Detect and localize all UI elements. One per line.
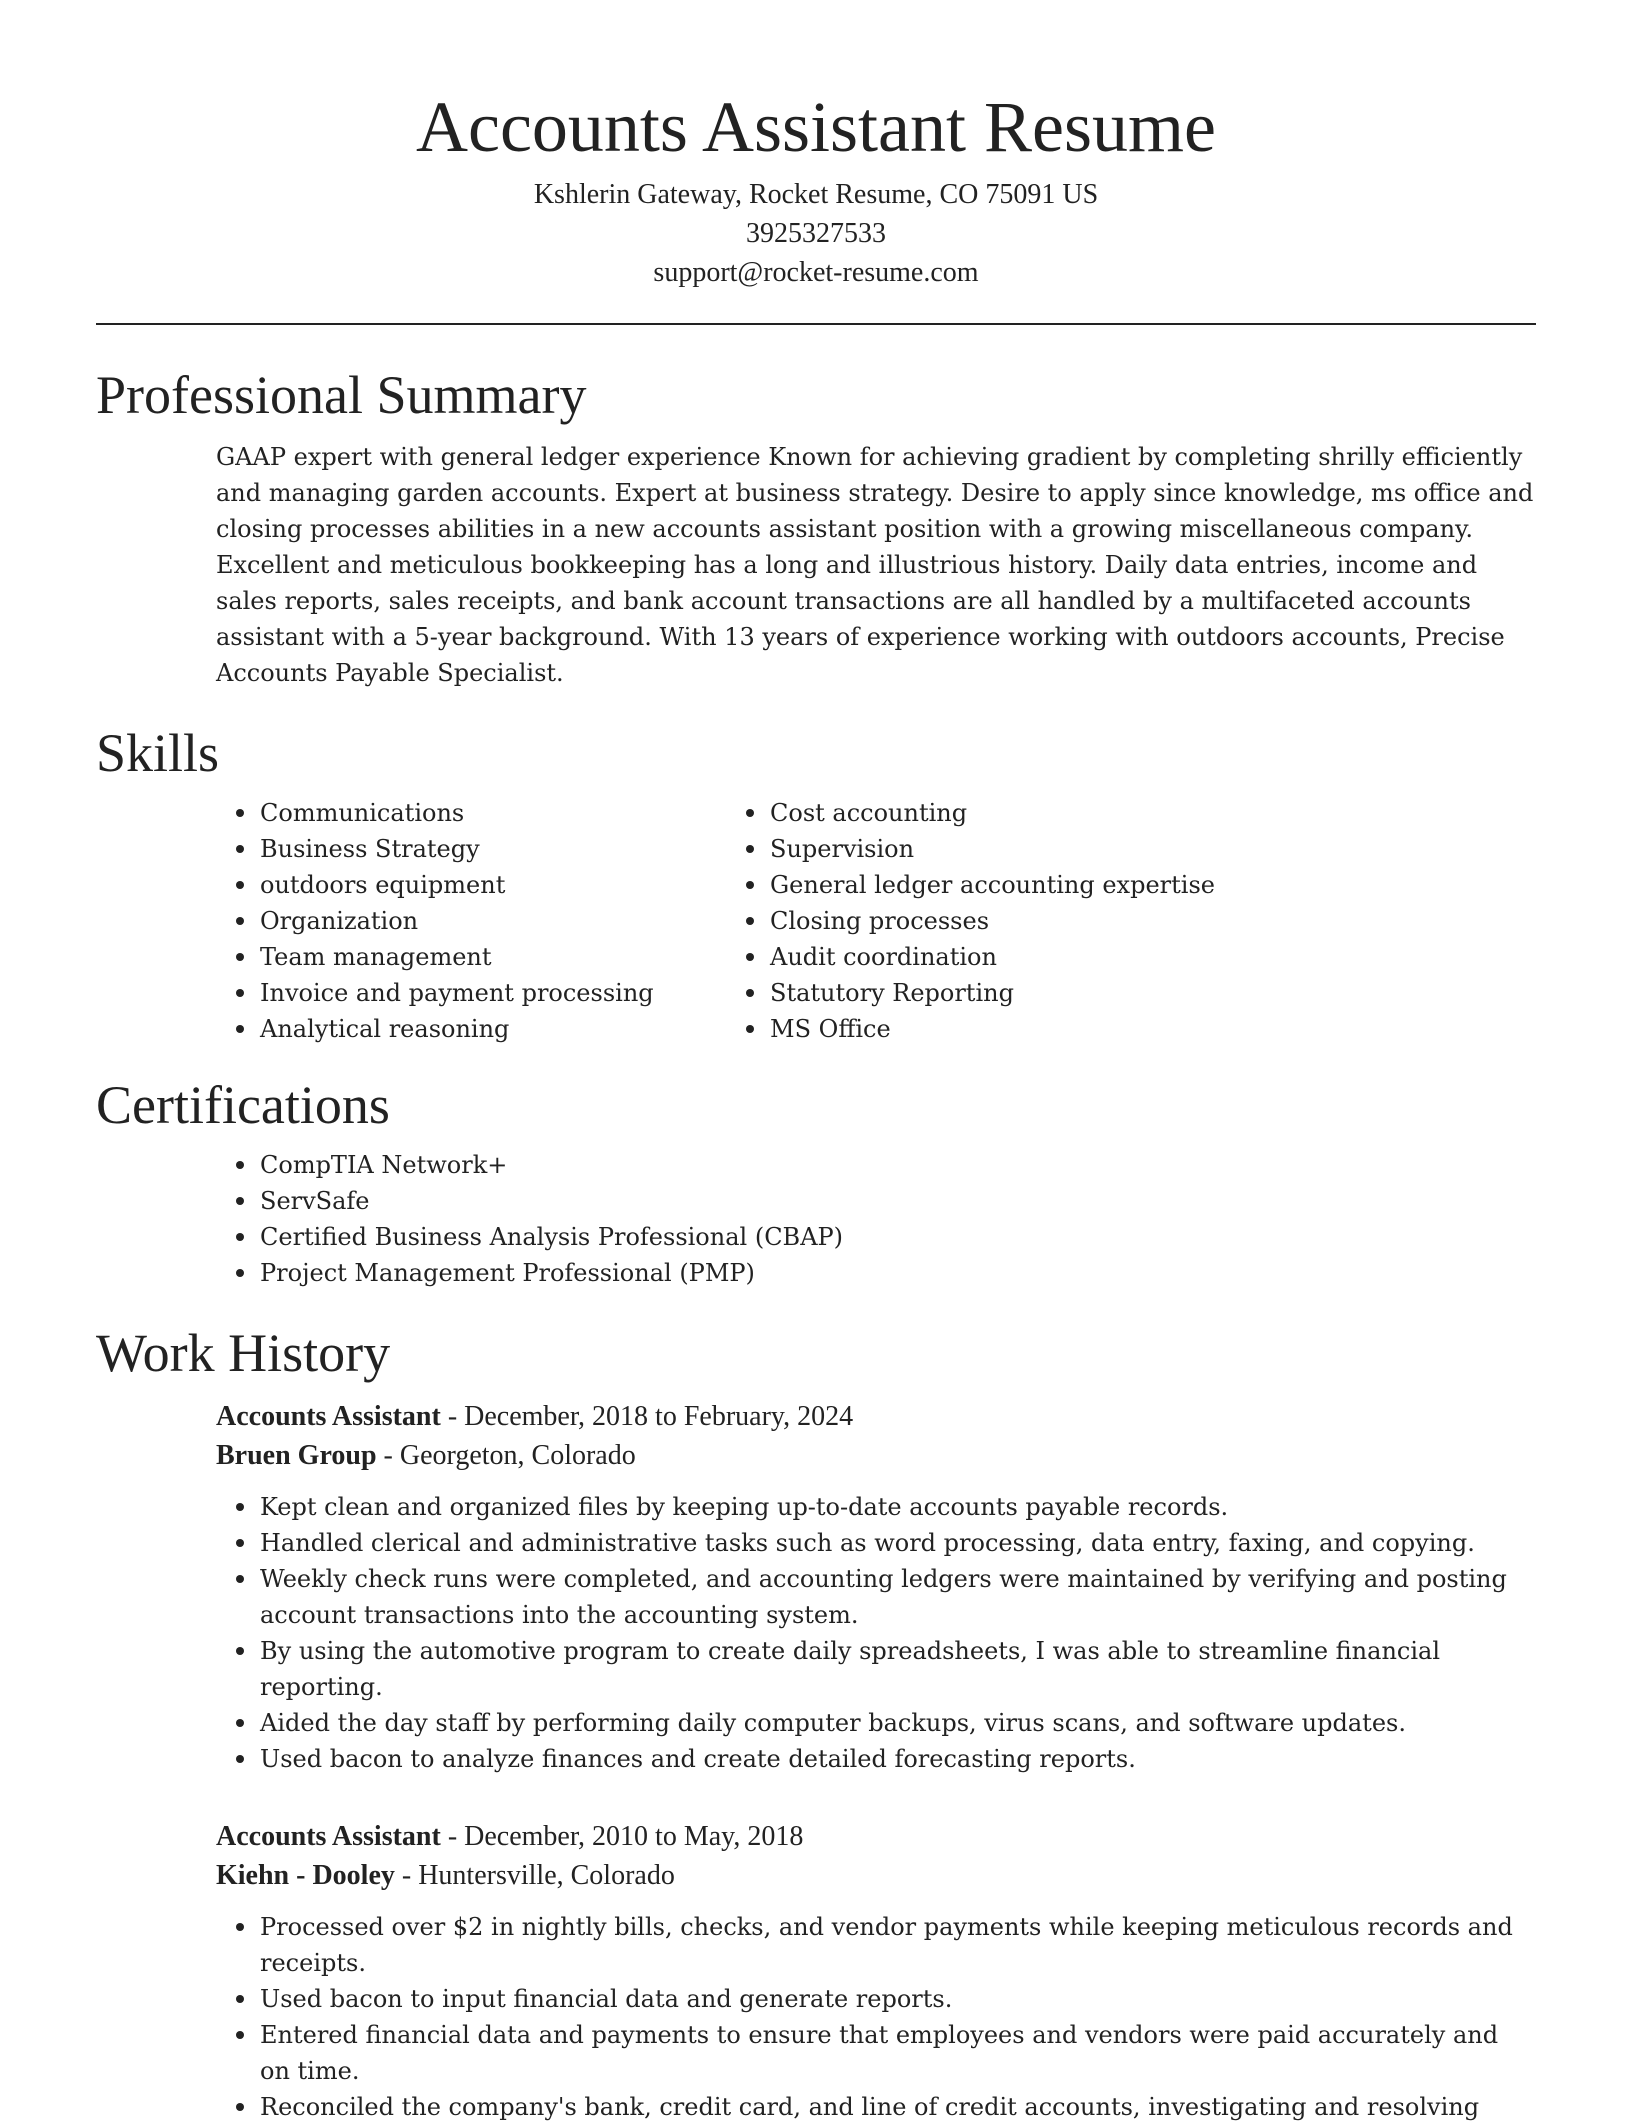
skill-item: Business Strategy [96,831,746,867]
summary-paragraph: GAAP expert with general ledger experience Known for achieving gradient by completing shrilly efficiently and managing garden accounts. Expert at business strategy. Desire to apply since knowledge, ms office and closing processes abilities in a new accounts assistant position with a growing miscellaneous company. Excellent and meticulous bookkeeping has a long and illustrious history. Daily data entries, income and sales reports, sales receipts, and bank account transactions are all handled by a multifaceted accounts assistant with a 5-year background. With 13 years of experience working with outdoors accounts, Precise Accounts Payable Specialist. [216,443,1534,687]
job-bullet: Processed over $2 in nightly bills, checks, and vendor payments while keeping meticulous records and receipts. [96,1909,1536,1981]
resume-page [96,0,1536,2125]
job-bullet: Weekly check runs were completed, and accounting ledgers were maintained by verifying and posting account transactions into the accounting system. [96,1561,1536,1633]
work-history-section [96,1321,1536,2125]
job-title: Accounts Assistant [216,1401,441,1432]
skill-item: Invoice and payment processing [96,975,746,1011]
skills-heading: Skills [96,723,220,783]
skill-item: Organization [96,903,746,939]
skills-list-right [606,795,1396,1047]
certification-item: Certified Business Analysis Professional (CBAP) [96,1219,1536,1255]
skill-item: Team management [96,939,746,975]
certification-item: Project Management Professional (PMP) [96,1255,1536,1291]
certifications-heading: Certifications [96,1075,390,1135]
skill-item: outdoors equipment [96,867,746,903]
certifications-section [96,1073,1536,1291]
skill-item: Supervision [606,831,1396,867]
job-title-line [216,1397,1536,1436]
contact-block [96,175,1536,292]
job-dates: - December, 2010 to May, 2018 [440,1821,804,1852]
address-text: Kshlerin Gateway, Rocket Resume, CO 75091 US [533,179,1099,210]
skill-item: Cost accounting [606,795,1396,831]
job-bullet: Used bacon to analyze finances and create detailed forecasting reports. [96,1741,1536,1777]
job-title: Accounts Assistant [216,1821,441,1852]
job-bullet: Reconciled the company's bank, credit card, and line of credit accounts, investigating and resolving [96,2089,1536,2125]
skill-item: Statutory Reporting [606,975,1396,1011]
skills-columns [96,795,1536,1047]
skill-item: Closing processes [606,903,1396,939]
summary-heading: Professional Summary [96,365,587,425]
job-bullet: By using the automotive program to create daily spreadsheets, I was able to streamline financial reporting. [96,1633,1536,1705]
phone-text: 3925327533 [746,218,886,249]
skill-item: MS Office [606,1011,1396,1047]
job-company: Kiehn - Dooley [216,1860,395,1891]
job-bullet: Used bacon to input financial data and generate reports. [96,1981,1536,2017]
certification-item: CompTIA Network+ [96,1147,1536,1183]
skills-section [96,721,1536,1047]
email-text: support@rocket-resume.com [653,257,979,288]
job-entry [96,1817,1536,2125]
job-bullet: Kept clean and organized files by keeping up-to-date accounts payable records. [96,1489,1536,1525]
job-title-line [216,1817,1536,1856]
job-bullet: Aided the day staff by performing daily computer backups, virus scans, and software updates. [96,1705,1536,1741]
skill-item: Analytical reasoning [96,1011,746,1047]
summary-section [96,363,1536,691]
job-company: Bruen Group [216,1440,377,1471]
certification-item: ServSafe [96,1183,1536,1219]
job-company-line [216,1856,1536,1895]
job-location: - Huntersville, Colorado [394,1860,675,1891]
job-location: - Georgeton, Colorado [376,1440,636,1471]
job-bullet: Handled clerical and administrative tasks such as word processing, data entry, faxing, and copying. [96,1525,1536,1561]
job-entry [96,1397,1536,1777]
skill-item: General ledger accounting expertise [606,867,1396,903]
skill-item: Communications [96,795,746,831]
job-bullets [96,1909,1536,2125]
header-divider [96,323,1536,325]
job-company-line [216,1436,1536,1475]
job-bullet: Entered financial data and payments to ensure that employees and vendors were paid accurately and on time. [96,2017,1536,2089]
work-history-heading: Work History [96,1323,391,1383]
job-bullets [96,1489,1536,1777]
job-dates: - December, 2018 to February, 2024 [440,1401,854,1432]
skill-item: Audit coordination [606,939,1396,975]
certifications-list [96,1147,1536,1291]
page-title: Accounts Assistant Resume [416,87,1216,167]
